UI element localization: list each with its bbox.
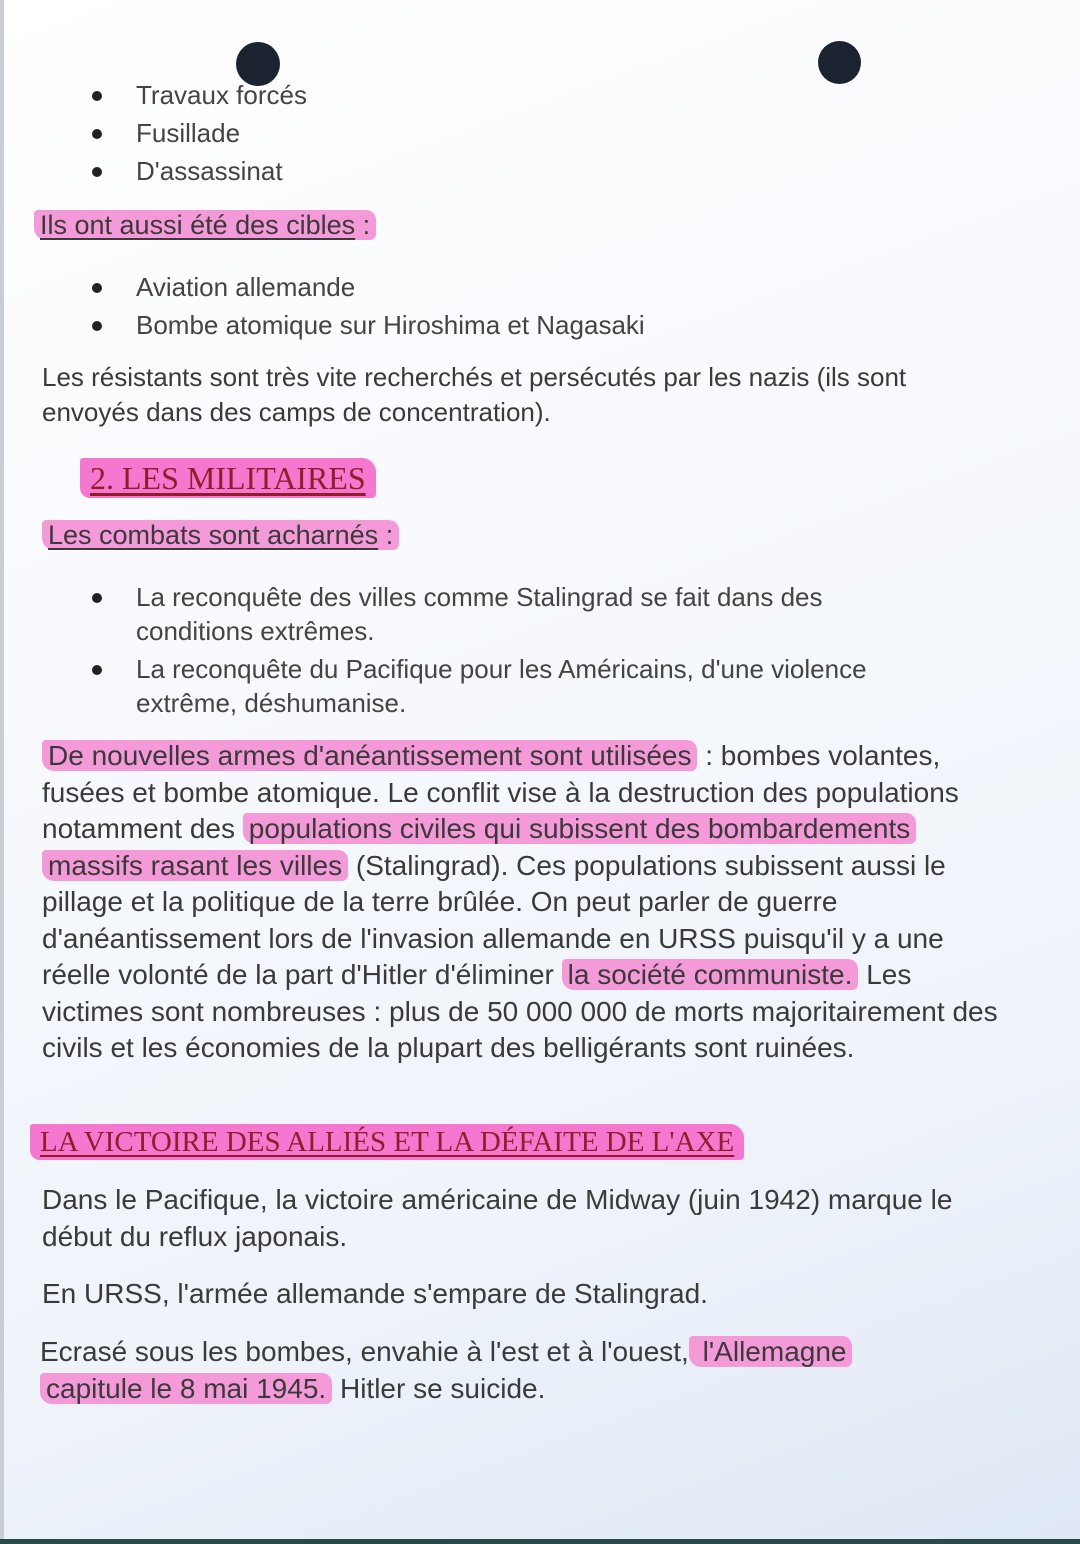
combats-list: [86, 580, 926, 720]
capitulation-highlight: l'Allemagne capitule le 8 mai 1945.: [40, 1336, 852, 1404]
list-item: Bombe atomique sur Hiroshima et Nagasaki: [86, 308, 645, 342]
capitulation-paragraph: [40, 1334, 920, 1407]
capitulation-text-1: Ecrasé sous les bombes, envahie à l'est et à l'ouest,: [40, 1336, 689, 1367]
weapons-highlight-3: la société communiste.: [562, 959, 859, 990]
section-militaires-title: [80, 460, 376, 497]
combats-heading: [42, 520, 399, 551]
weapons-highlight-1: De nouvelles armes d'anéantissement sont utilisées: [42, 740, 697, 771]
resistants-paragraph: Les résistants sont très vite recherchés et persécutés par les nazis (ils sont envoyés dans des camps de concentration).: [42, 362, 907, 427]
punishments-list: [86, 78, 307, 188]
weapons-text-2: (Stalingrad). Ces populations subissent aussi le pillage et la politique de la terre brûlée. On peut parler de guerre d'anéantissement lors de l'invasion allemande en URSS puisqu'il y a une réelle volonté de la part d'Hitler d'éliminer: [42, 849, 946, 990]
combats-heading-text: Les combats sont acharnés: [48, 520, 379, 550]
list-item: Aviation allemande: [86, 270, 645, 304]
list-item: D'assassinat: [86, 154, 307, 188]
page-bottom-edge: [0, 1539, 1080, 1544]
targets-list: [86, 270, 645, 342]
weapons-highlight-2: populations civiles qui subissent des bombardements massifs rasant les villes: [42, 813, 916, 881]
section-militaires-text: 2. LES MILITAIRES: [80, 458, 376, 498]
combats-heading-colon: :: [378, 520, 394, 550]
targets-heading: [34, 210, 376, 241]
targets-heading-text: Ils ont aussi été des cibles: [40, 210, 356, 240]
weapons-text-1: : bombes volantes, fusées et bombe atomique. Le conflit vise à la destruction des populations notamment des: [42, 740, 959, 844]
victory-title: [30, 1126, 744, 1159]
list-item: La reconquête du Pacifique pour les Américains, d'une violence extrême, déshumanise.: [86, 652, 926, 720]
victory-title-text: LA VICTOIRE DES ALLIÉS ET LA DÉFAITE DE L'AXE: [30, 1124, 744, 1160]
weapons-text-3: Les victimes sont nombreuses : plus de 50 000 000 de morts majoritairement des civils et les économies de la plupart des belligérants sont ruinées.: [42, 959, 998, 1063]
midway-paragraph: Dans le Pacifique, la victoire américaine de Midway (juin 1942) marque le début du reflux japonais.: [42, 1184, 953, 1252]
list-item: Travaux forcés: [86, 78, 307, 112]
weapons-paragraph: [42, 738, 1002, 1067]
list-item: La reconquête des villes comme Stalingrad se fait dans des conditions extrêmes.: [86, 580, 926, 648]
targets-heading-colon: :: [355, 210, 371, 240]
urss-paragraph: En URSS, l'armée allemande s'empare de Stalingrad.: [42, 1278, 708, 1309]
capitulation-text-2: Hitler se suicide.: [332, 1372, 546, 1404]
list-item: Fusillade: [86, 116, 307, 150]
